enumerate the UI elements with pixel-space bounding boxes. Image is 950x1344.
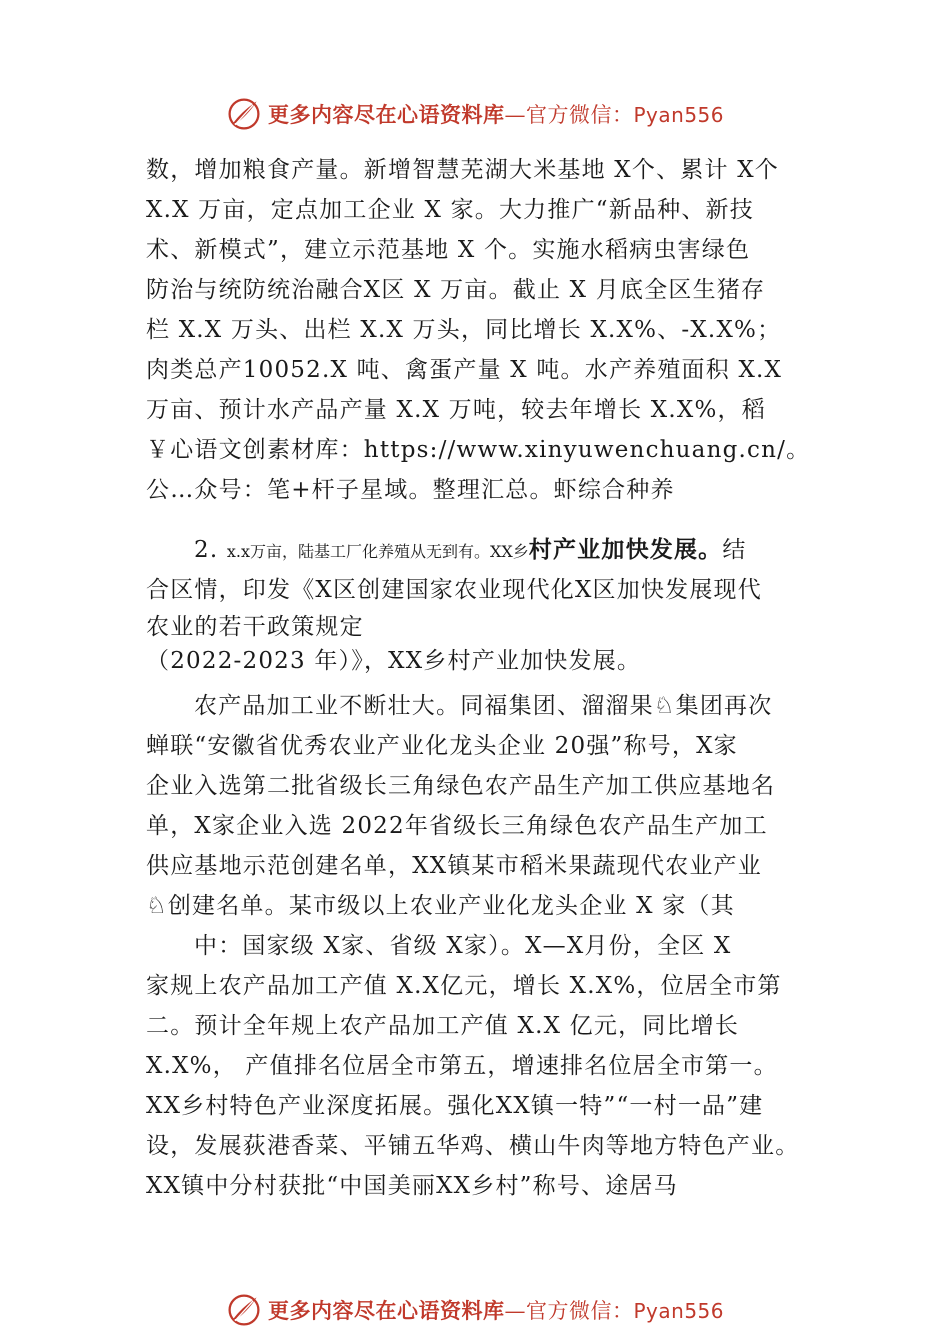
header-banner (0, 94, 950, 134)
quill-logo-icon (226, 1292, 262, 1328)
banner-wechat-label: 官方微信： (525, 103, 634, 127)
banner-separator: — (504, 1299, 526, 1323)
text-line: ♘创建名单。某市级以上农业产业化龙头企业 X 家（其 (146, 893, 735, 919)
text-line: 农业的若干政策规定 (146, 614, 364, 640)
footer-banner (0, 1290, 950, 1330)
banner-wechat-id: Pyan556 (633, 1299, 724, 1323)
banner-separator: — (504, 103, 526, 127)
banner-text (268, 99, 724, 129)
text-line: X.X 万亩，定点加工企业 X 家。大力推广“新品种、新技 (146, 197, 754, 223)
text-line: XX镇中分村获批“中国美丽XX乡村”称号、途居马 (146, 1173, 678, 1199)
section-heading-line (146, 530, 826, 570)
section-heading-rest: 结 (722, 537, 747, 563)
text-line: 数，增加粮食产量。新增智慧芜湖大米基地 X个、累计 X个 (146, 157, 779, 183)
document-body (146, 150, 826, 1206)
banner-text (268, 1295, 724, 1325)
text-line: （2022-2023 年）》，XX乡村产业加快发展。 (146, 648, 642, 674)
text-line: 防治与统防统治融合X区 X 万亩。截止 X 月底全区生猪存 (146, 277, 766, 303)
text-line: 蝉联“安徽省优秀农业产业化龙头企业 20强”称号，X家 (146, 733, 738, 759)
section-small-text: x.x万亩，陆基工厂化养殖从无到有。XX乡 (226, 542, 529, 561)
text-line: X.X%， 产值排名位居全市第五，增速排名位居全市第一。 (146, 1053, 778, 1079)
banner-brand: 更多内容尽在心语资料库 (267, 1298, 505, 1323)
text-line: 栏 X.X 万头、出栏 X.X 万头，同比增长 X.X%、-X.X%； (146, 317, 782, 343)
banner-wechat-id: Pyan556 (633, 103, 724, 127)
banner-wechat-label: 官方微信： (525, 1299, 634, 1323)
section-heading: 村产业加快发展。 (528, 536, 723, 563)
section-number: 2. (194, 537, 227, 563)
text-line: XX乡村特色产业深度拓展。强化XX镇一特”“一村一品”建 (146, 1093, 764, 1119)
text-line: 合区情，印发《X区创建国家农业现代化X区加快发展现代 (146, 577, 762, 603)
text-line: 企业入选第二批省级长三角绿色农产品生产加工供应基地名 (146, 773, 776, 799)
text-line: 农产品加工业不断壮大。同福集团、溜溜果♘集团再次 (194, 693, 773, 719)
quill-logo-icon (226, 96, 262, 132)
text-line: 家规上农产品加工产值 X.X亿元，增长 X.X%，位居全市第 (146, 973, 782, 999)
text-line: ￥心语文创素材库：https://www.xinyuwenchuang.cn/。 (146, 437, 811, 463)
text-line: 万亩、预计水产品产量 X.X 万吨，较去年增长 X.X%，稻 (146, 397, 766, 423)
text-line: 单，X家企业入选 2022年省级长三角绿色农产品生产加工 (146, 813, 768, 839)
text-line: 中：国家级 X家、省级 X家）。X—X月份，全区 X (194, 933, 732, 959)
text-line: 供应基地示范创建名单，XX镇某市稻米果蔬现代农业产业 (146, 853, 762, 879)
text-line: 术、新模式”，建立示范基地 X 个。实施水稻病虫害绿色 (146, 237, 751, 263)
text-line: 肉类总产10052.X 吨、禽蛋产量 X 吨。水产养殖面积 X.X (146, 357, 783, 383)
banner-brand: 更多内容尽在心语资料库 (267, 102, 505, 127)
text-line: 设，发展荻港香菜、平铺五华鸡、横山牛肉等地方特色产业。 (146, 1133, 800, 1159)
text-line: 公…众号：笔+杆子星域。整理汇总。虾综合种养 (146, 477, 675, 503)
text-line: 二。预计全年规上农产品加工产值 X.X 亿元，同比增长 (146, 1013, 740, 1039)
